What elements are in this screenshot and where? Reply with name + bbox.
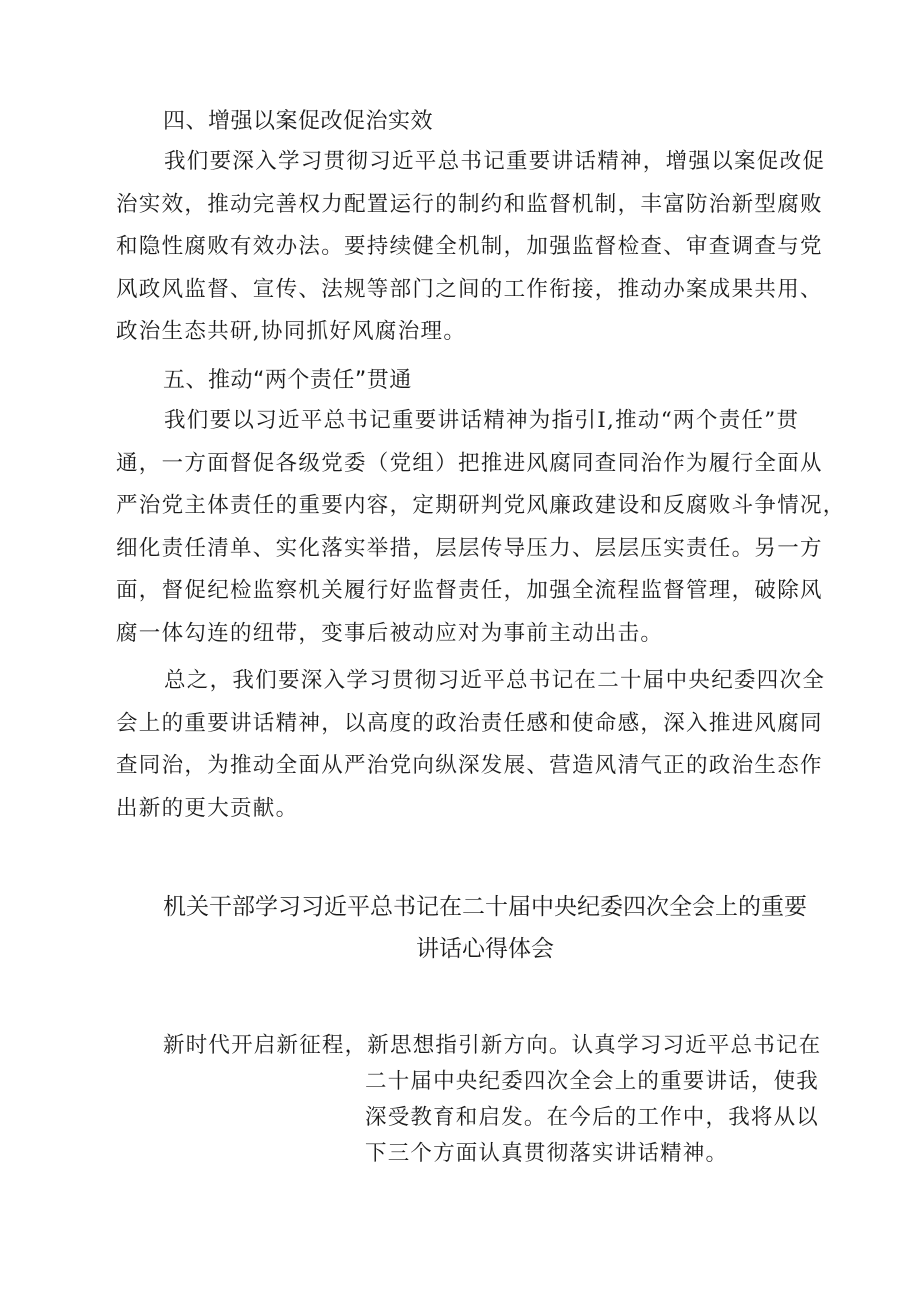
text-line: 治实效，推动完善权力配置运行的制约和监督机制，丰富防治新型腐败 [116,191,823,217]
section-heading: 四、增强以案促改促治实效 [163,109,434,134]
title-line: 机关干部学习习近平总书记在二十届中央纪委四次全会上的重要 [163,894,807,920]
paragraph [116,660,846,830]
text-line: 出新的更大贡献。 [116,795,299,821]
text-line: 风政风监督、宣传、法规等部门之间的工作衔接，推动办案成果共用、 [116,276,823,302]
intro-continuation [365,1064,819,1172]
text-line: 政治生态共研,协同抓好风腐治理。 [116,319,467,344]
text-line: 严治党主体责任的重要内容，定期研判党风廉政建设和反腐败斗争情况， [116,493,846,518]
text-line: 我们要以习近平总书记重要讲话精神为指引I,推动“两个责任”贯 [164,408,800,433]
article-title [100,886,870,970]
text-line: 细化责任清单、实化落实举措，层层传导压力、层层压实责任。另一方 [116,535,823,561]
text-line: 会上的重要讲话精神，以高度的政治责任感和使命感，深入推进风腐同 [116,710,823,736]
text-line: 总之，我们要深入学习贯彻习近平总书记在二十届中央纪委四次全 [164,668,826,693]
title-line: 讲话心得体会 [416,936,554,962]
text-line: 查同治，为推动全面从严治党向纵深发展、营造风清气正的政治生态作 [116,753,823,778]
text-line: 面，督促纪检监察机关履行好监督责任，加强全流程监督管理，破除风 [116,578,823,603]
paragraph [116,400,846,655]
paragraph [116,141,846,354]
text-line: 二十届中央纪委四次全会上的重要讲话，使我 [365,1069,820,1094]
text-line: 腐一体勾连的纽带，变事后被动应对为事前主动出击。 [116,620,664,646]
text-line: 下三个方面认真贯彻落实讲话精神。 [365,1141,729,1166]
text-line: 我们要深入学习贯彻习近平总书记重要讲话精神，增强以案促改促 [164,149,826,174]
text-line: 深受教育和启发。在今后的工作中，我将从以 [365,1105,820,1130]
section-heading: 五、推动“两个责任”贯通 [163,368,412,393]
intro-first-line: 新时代开启新征程，新思想指引新方向。认真学习习近平总书记在 [163,1033,822,1058]
text-line: 和隐性腐败有效办法。要持续健全机制，加强监督检查、审查调查与党 [116,234,823,259]
text-line: 通，一方面督促各级党委（党组）把推进风腐同查同治作为履行全面从 [116,450,823,476]
